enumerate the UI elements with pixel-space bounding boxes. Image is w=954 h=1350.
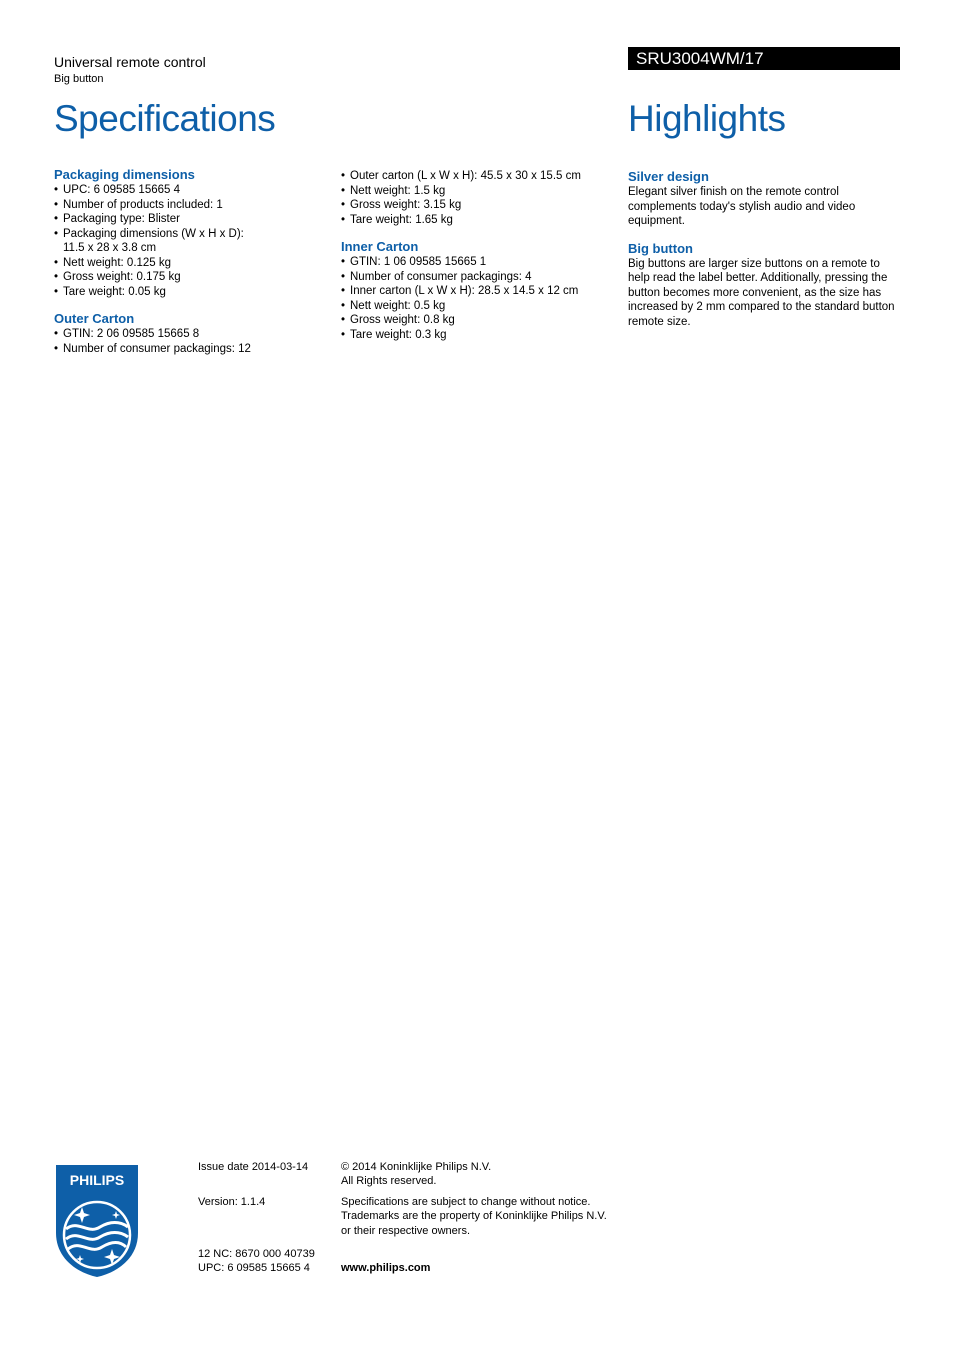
spec-item: • Nett weight: 0.5 kg: [341, 299, 616, 314]
nc-number: 12 NC: 8670 000 40739: [198, 1248, 315, 1260]
version: Version: 1.1.4: [198, 1196, 266, 1208]
spec-list: [341, 255, 616, 342]
highlights-heading: Highlights: [628, 98, 786, 139]
spec-item: • UPC: 6 09585 15665 4: [54, 183, 324, 198]
spec-item: • Tare weight: 1.65 kg: [341, 213, 616, 228]
spec-item: • Inner carton (L x W x H): 28.5 x 14.5 x 12 cm: [341, 284, 616, 299]
spec-section-outer-carton-continued: [341, 169, 616, 227]
highlights-column: [628, 169, 903, 341]
spec-item: • Outer carton (L x W x H): 45.5 x 30 x 15.5 cm: [341, 169, 616, 184]
spec-item: • Tare weight: 0.3 kg: [341, 328, 616, 343]
spec-item: • Gross weight: 3.15 kg: [341, 198, 616, 213]
spec-item: • Number of products included: 1: [54, 198, 324, 213]
spec-list: [54, 183, 324, 299]
highlight-text: Big buttons are larger size buttons on a remote to help read the label better. Additionally, pressing the button becomes more convenient, as the size has increased by 2 mm compared to the standard button remote size.: [628, 257, 895, 328]
philips-shield-icon: [54, 1163, 140, 1279]
spec-section-inner-carton: [341, 239, 616, 342]
model-number-bar: SRU3004WM/17: [628, 47, 900, 70]
spec-item: • GTIN: 2 06 09585 15665 8: [54, 327, 324, 342]
spec-item: • Gross weight: 0.8 kg: [341, 313, 616, 328]
spec-item: • Nett weight: 1.5 kg: [341, 184, 616, 199]
highlight-silver-design: [628, 169, 903, 229]
copyright-line-1: © 2014 Koninklijke Philips N.V.: [341, 1161, 492, 1173]
product-title: Universal remote control: [54, 54, 206, 70]
spec-item: • Nett weight: 0.125 kg: [54, 256, 324, 271]
logo-wordmark: PHILIPS: [69, 1172, 125, 1188]
spec-list: [54, 327, 324, 356]
section-title: Outer Carton: [54, 311, 135, 326]
spec-item: • Number of consumer packagings: 12: [54, 342, 324, 357]
spec-column-1: [54, 167, 324, 368]
notice-line-1: Specifications are subject to change without notice.: [341, 1196, 591, 1208]
spec-column-2: [341, 169, 616, 354]
spec-item: • GTIN: 1 06 09585 15665 1: [341, 255, 616, 270]
notice-line-2: Trademarks are the property of Koninklijke Philips N.V.: [341, 1210, 607, 1222]
spec-item: • Tare weight: 0.05 kg: [54, 285, 324, 300]
spec-item: • Number of consumer packagings: 4: [341, 270, 616, 285]
website-link[interactable]: www.philips.com: [341, 1262, 431, 1274]
spec-item: • Packaging dimensions (W x H x D): 11.5 x 28 x 3.8 cm: [54, 227, 263, 256]
spec-section-packaging: [54, 167, 324, 299]
highlight-title: Silver design: [628, 169, 709, 184]
highlight-title: Big button: [628, 240, 693, 256]
specifications-heading: Specifications: [54, 98, 276, 139]
section-title: Inner Carton: [341, 239, 419, 254]
highlight-big-button: [628, 241, 903, 330]
philips-logo: [54, 1163, 140, 1279]
spec-item: • Gross weight: 0.175 kg: [54, 270, 324, 285]
highlight-text: Elegant silver finish on the remote control complements today's stylish audio and video equipment.: [628, 186, 856, 227]
spec-list: [341, 169, 616, 227]
notice-line-3: or their respective owners.: [341, 1225, 470, 1237]
issue-date: Issue date 2014-03-14: [198, 1161, 309, 1173]
copyright-line-2: All Rights reserved.: [341, 1175, 437, 1187]
product-subtitle: Big button: [54, 73, 104, 85]
upc-number: UPC: 6 09585 15665 4: [198, 1262, 310, 1274]
spec-section-outer-carton: [54, 311, 324, 356]
section-title: Packaging dimensions: [54, 167, 195, 182]
spec-item: • Packaging type: Blister: [54, 212, 324, 227]
